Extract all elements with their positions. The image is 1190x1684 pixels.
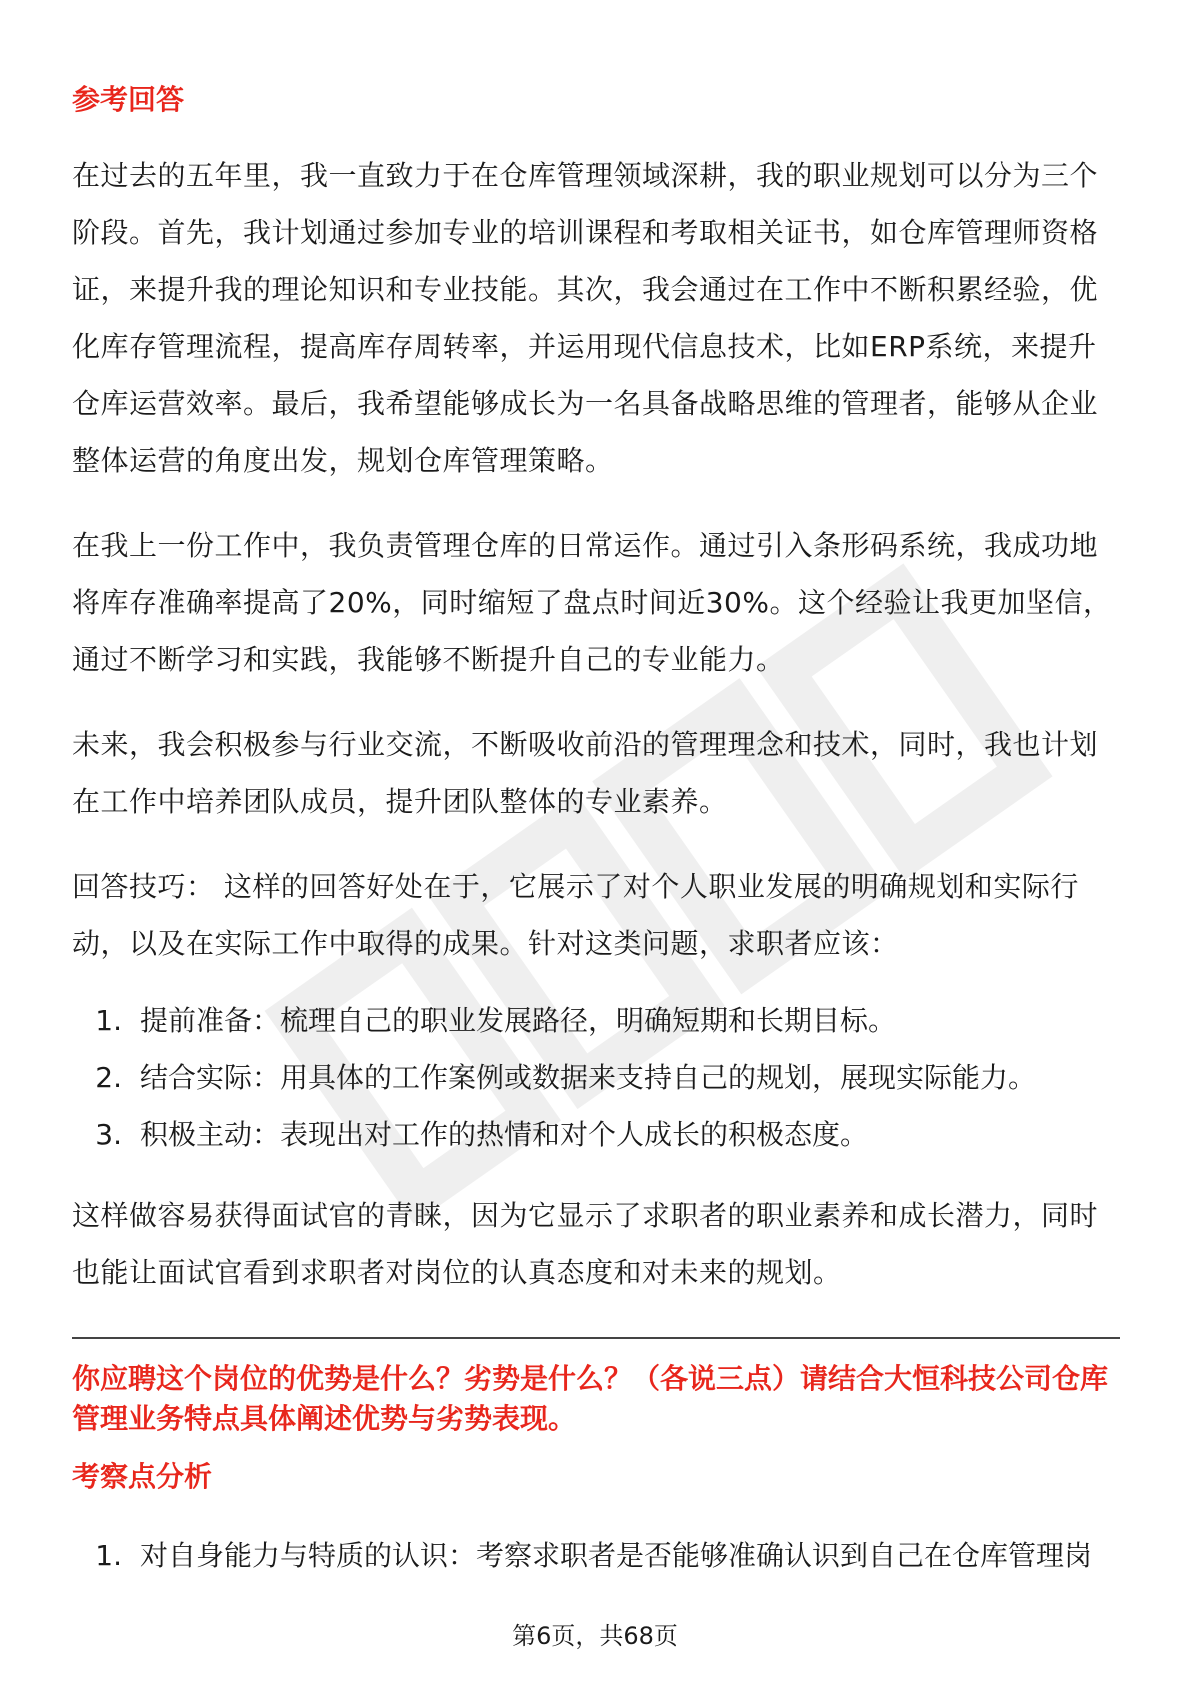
list-item-text: 对自身能力与特质的认识：考察求职者是否能够准确认识到自己在仓库管理岗 [140,1539,1093,1572]
list-item-number: 3. [95,1118,122,1151]
interview-question: 你应聘这个岗位的优势是什么？劣势是什么？（各说三点）请结合大恒科技公司仓库管理业务特点具体阐述优势与劣势表现。 [72,1362,1109,1435]
section-title-analysis: 考察点分析 [72,1460,213,1493]
paragraph-career-plan: 在过去的五年里，我一直致力于在仓库管理领域深耕，我的职业规划可以分为三个阶段。首先，我计划通过参加专业的培训课程和考取相关证书，如仓库管理师资格证，来提升我的理论知识和专业技能。其次，我会通过在工作中不断积累经验，优化库存管理流程，提高库存周转率，并运用现代信息技术，比如ERP系统，来提升仓库运营效率。最后，我希望能够成长为一名具备战略思维的管理者，能够从企业整体运营的角度出发，规划仓库管理策略。 [72,159,1099,477]
list-item-number: 2. [95,1061,122,1094]
tips-list [72,992,1120,1163]
list-item-number: 1. [95,1004,122,1037]
list-item-text: 提前准备：梳理自己的职业发展路径，明确短期和长期目标。 [140,1004,897,1037]
list-item-text: 积极主动：表现出对工作的热情和对个人成长的积极态度。 [140,1118,869,1151]
paragraph-closing: 这样做容易获得面试官的青睐，因为它显示了求职者的职业素养和成长潜力，同时也能让面试官看到求职者对岗位的认真态度和对未来的规划。 [72,1199,1099,1289]
paragraph-past-experience: 在我上一份工作中，我负责管理仓库的日常运作。通过引入条形码系统，我成功地将库存准确率提高了20%，同时缩短了盘点时间近30%。这个经验让我更加坚信，通过不断学习和实践，我能够不断提升自己的专业能力。 [72,529,1112,676]
list-item-number: 1. [95,1539,122,1572]
list-item [72,992,1120,1049]
list-item [72,1527,1120,1584]
analysis-list [72,1527,1120,1584]
page-content [72,80,1120,1584]
list-item-text: 结合实际：用具体的工作案例或数据来支持自己的规划，展现实际能力。 [140,1061,1037,1094]
list-item [72,1106,1120,1163]
page-number: 第6页，共68页 [512,1622,678,1650]
paragraph-future: 未来，我会积极参与行业交流，不断吸收前沿的管理理念和技术，同时，我也计划在工作中培养团队成员，提升团队整体的专业素养。 [72,728,1099,818]
paragraph-answer-tips: 回答技巧： 这样的回答好处在于，它展示了对个人职业发展的明确规划和实际行动，以及在实际工作中取得的成果。针对这类问题，求职者应该： [72,870,1079,960]
section-title-reference-answer: 参考回答 [72,83,185,116]
list-item [72,1049,1120,1106]
